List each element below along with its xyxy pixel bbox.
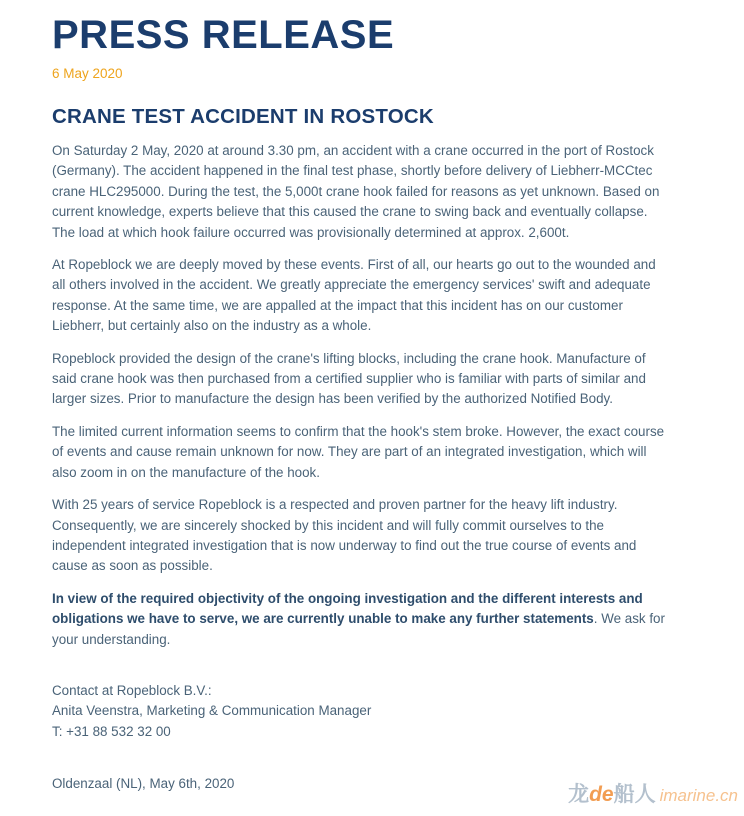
paragraph-statement [52, 589, 670, 650]
paragraph-investigation: The limited current information seems to confirm that the hook's stem broke. However, the exact course of events and cause remain unknown for now. They are part of an integrated investigation, which will also zoom in on the manufacture of the hook. [52, 423, 665, 480]
watermark-cn-prefix: 龙 [568, 783, 590, 806]
press-release-content [52, 12, 670, 795]
contact-person: Anita Veenstra, Marketing & Communication Manager [52, 703, 372, 719]
watermark-cn-suffix: 船人 [613, 783, 656, 806]
paragraph-design: Ropeblock provided the design of the crane's lifting blocks, including the crane hook. Manufacture of said crane hook was then purchased from a certified supplier who is familiar with parts of similar and larger sizes. Prior to manufacture the design has been verified by the authorized Notified Body. [52, 350, 646, 407]
page-title: PRESS RELEASE [52, 13, 395, 57]
release-date: 6 May 2020 [52, 66, 123, 81]
paragraph-sympathy: At Ropeblock we are deeply moved by these events. First of all, our hearts go out to the wounded and all others involved in the accident. We greatly appreciate the emergency services' swift and adequate response. At the same time, we are appalled at the impact that this incident has on our customer Liebherr, but certainly also on the industry as a whole. [52, 257, 656, 334]
signoff-location-date: Oldenzaal (NL), May 6th, 2020 [52, 776, 235, 792]
watermark-site-text: imarine.cn [659, 786, 738, 805]
statement-regular-text: . We ask for your understanding. [52, 611, 665, 647]
contact-block [52, 681, 670, 742]
statement-bold-text: In view of the required objectivity of the ongoing investigation and the different interests and obligations we have to serve, we are currently unable to make any further statements [52, 590, 643, 627]
paragraph-incident: On Saturday 2 May, 2020 at around 3.30 pm, an accident with a crane occurred in the port of Rostock (Germany). The accident happened in the final test phase, shortly before delivery of Liebherr-MCCtec crane HLC295000. During the test, the 5,000t crane hook failed for reasons as yet unknown. Based on current knowledge, experts believe that this caused the crane to swing back and eventually collapse. The load at which hook failure occurred was provisionally determined at approx. 2,600t. [52, 143, 660, 240]
paragraph-commitment: With 25 years of service Ropeblock is a respected and proven partner for the heavy lift industry. Consequently, we are sincerely shocked by this incident and will fully commit ourselves to the independent integrated investigation that is now underway to find out the true course of events and cause as soon as possible. [52, 497, 637, 574]
contact-phone: T: +31 88 532 32 00 [52, 723, 171, 739]
watermark [568, 778, 738, 808]
contact-heading: Contact at Ropeblock B.V.: [52, 682, 212, 698]
watermark-latin-mid: de [589, 783, 614, 806]
headline: CRANE TEST ACCIDENT IN ROSTOCK [52, 105, 434, 128]
